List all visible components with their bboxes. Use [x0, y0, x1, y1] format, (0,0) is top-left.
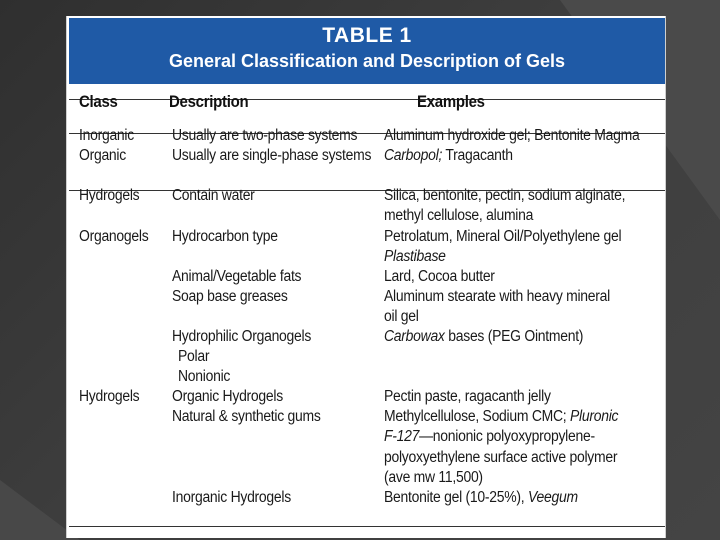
- cell-examples-italic: Plastibase: [384, 248, 446, 265]
- cell-description: Organic Hydrogels: [172, 388, 283, 405]
- column-header-class: Class: [79, 92, 118, 111]
- table-rule: [69, 526, 665, 527]
- table-figure: [66, 16, 666, 538]
- cell-examples: Silica, bentonite, pectin, sodium alginate,: [384, 187, 626, 204]
- cell-examples-italic: Pluronic: [569, 408, 619, 425]
- cell-class: Organic: [79, 147, 126, 164]
- cell-examples: [384, 428, 595, 446]
- cell-class: Inorganic: [79, 127, 134, 144]
- cell-class: Organogels: [79, 228, 149, 245]
- cell-examples: Petrolatum, Mineral Oil/Polyethylene gel: [384, 228, 622, 245]
- cell-examples: [384, 328, 583, 346]
- cell-description: Inorganic Hydrogels: [172, 489, 291, 506]
- cell-examples-text: bases (PEG Ointment): [444, 328, 584, 345]
- cell-description: Contain water: [172, 187, 255, 204]
- column-header-examples: Examples: [417, 92, 485, 111]
- cell-examples-text: —nonionic polyoxypropylene-: [419, 428, 595, 445]
- cell-examples: polyoxyethylene surface active polymer: [384, 449, 618, 466]
- cell-examples-italic: Carbopol;: [384, 147, 443, 164]
- cell-examples: oil gel: [384, 308, 419, 325]
- cell-examples: Aluminum hydroxide gel; Bentonite Magma: [384, 127, 640, 144]
- cell-examples-text: Bentonite gel (10-25%),: [384, 489, 528, 506]
- cell-description: Natural & synthetic gums: [172, 408, 321, 425]
- cell-description: Nonionic: [178, 368, 231, 385]
- cell-class: Hydrogels: [79, 187, 140, 204]
- cell-examples: [384, 489, 578, 507]
- cell-examples: Pectin paste, ragacanth jelly: [384, 388, 551, 405]
- cell-class: Hydrogels: [79, 388, 140, 405]
- cell-examples: (ave mw 11,500): [384, 469, 483, 486]
- table-rule: [69, 99, 665, 100]
- cell-description: Hydrophilic Organogels: [172, 328, 312, 345]
- cell-examples-text: Tragacanth: [442, 147, 513, 164]
- cell-examples: Lard, Cocoa butter: [384, 268, 495, 285]
- column-header-description: Description: [169, 92, 249, 111]
- table-header-band: [69, 18, 665, 84]
- table-subtitle: General Classification and Description of Gels: [168, 51, 566, 71]
- cell-examples: [384, 147, 513, 165]
- cell-description: Usually are two-phase systems: [172, 127, 358, 144]
- cell-description: Polar: [178, 348, 210, 365]
- table-title: TABLE 1: [322, 24, 412, 47]
- cell-examples-italic: Carbowax: [384, 328, 445, 345]
- cell-description: Hydrocarbon type: [172, 228, 278, 245]
- cell-examples: Aluminum stearate with heavy mineral: [384, 288, 610, 305]
- cell-description: Soap base greases: [172, 288, 288, 305]
- cell-examples-text: Methylcellulose, Sodium CMC;: [384, 408, 570, 425]
- cell-examples-italic: F-127: [384, 428, 420, 445]
- cell-examples: [384, 408, 618, 426]
- cell-description: Animal/Vegetable fats: [172, 268, 302, 285]
- cell-description: Usually are single-phase systems: [172, 147, 372, 164]
- cell-examples: methyl cellulose, alumina: [384, 207, 534, 224]
- cell-examples-italic: Veegum: [527, 489, 578, 506]
